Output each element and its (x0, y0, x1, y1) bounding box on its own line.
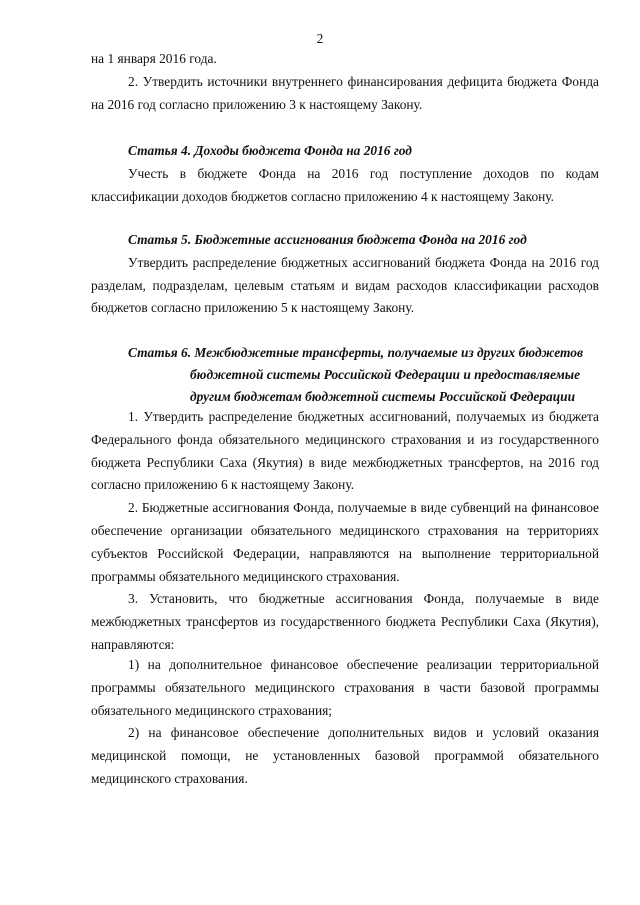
text-line: 1. Утвердить распределение бюджетных ассигнований, получаемых из бюджета (128, 409, 599, 424)
article-6-body (91, 406, 599, 657)
article-5 (91, 229, 599, 320)
text-line: программы обязательного медицинского страхования. (91, 568, 400, 584)
text-line: Утвердить распределение бюджетных ассигнований бюджета Фонда на 2016 год (128, 254, 599, 270)
text-line: разделам, подразделам, целевым статьям и видам расходов классификации расходов (91, 277, 599, 293)
article-heading: Статья 4. Доходы бюджета Фонда на 2016 год (128, 143, 412, 158)
list-item-line: 1) на дополнительное финансовое обеспечение реализации территориальной (128, 657, 599, 672)
article-6-heading-line3: другим бюджетам бюджетной системы Российской Федерации (190, 389, 576, 404)
article-6-items (91, 654, 599, 791)
text-line: согласно приложению 6 к настоящему Закону. (91, 477, 355, 493)
text-line: субъектов Российской Федерации, направляются на выполнение территориальной (91, 545, 599, 561)
text-line: на 2016 год согласно приложению 3 к настоящему Закону. (91, 96, 423, 112)
list-item-line: обязательного медицинского страхования; (91, 702, 333, 718)
article-4 (91, 140, 599, 208)
text-line: межбюджетных трансфертов из государственного бюджета Республики Саха (Якутия), (91, 614, 599, 630)
list-item-line: медицинской помощи, не установленных базовой программой обязательного (91, 748, 599, 764)
text-line: классификации доходов бюджетов согласно приложению 4 к настоящему Закону. (91, 188, 555, 204)
article-heading: Статья 5. Бюджетные ассигнования бюджета Фонда на 2016 год (128, 232, 527, 247)
article-6-heading-line1: Статья 6. Межбюджетные трансферты, получаемые из других бюджетов (128, 345, 583, 360)
list-item-line: программы обязательного медицинского страхования в части базовой программы (91, 679, 599, 695)
text-line: Федерального фонда обязательного медицинского страхования и из государственного (91, 431, 599, 447)
text-line: 3. Установить, что бюджетные ассигнования Фонда, получаемые в виде (128, 591, 599, 607)
text-line: бюджета Республики Саха (Якутия) в виде межбюджетных трансфертов, на 2016 год (91, 454, 599, 470)
text-line: бюджетов согласно приложению 5 к настоящему Закону. (91, 300, 415, 316)
text-line: 2. Бюджетные ассигнования Фонда, получаемые в виде субвенций на финансовое (128, 500, 599, 516)
text-line: 2. Утвердить источники внутреннего финансирования дефицита бюджета Фонда (128, 73, 599, 89)
list-item-line: 2) на финансовое обеспечение дополнительных видов и условий оказания (128, 725, 599, 741)
text-line: Учесть в бюджете Фонда на 2016 год поступление доходов по кодам (128, 165, 599, 181)
text-line: на 1 января 2016 года. (91, 51, 217, 66)
article-6-heading-line2: бюджетной системы Российской Федерации и предоставляемые (190, 367, 581, 382)
list-item-line: медицинского страхования. (91, 770, 248, 786)
text-line: обеспечение организации обязательного медицинского страхования на территориях (91, 522, 599, 538)
text-line: направляются: (91, 636, 175, 652)
page-number: 2 (316, 31, 324, 46)
intro-section (91, 48, 599, 116)
